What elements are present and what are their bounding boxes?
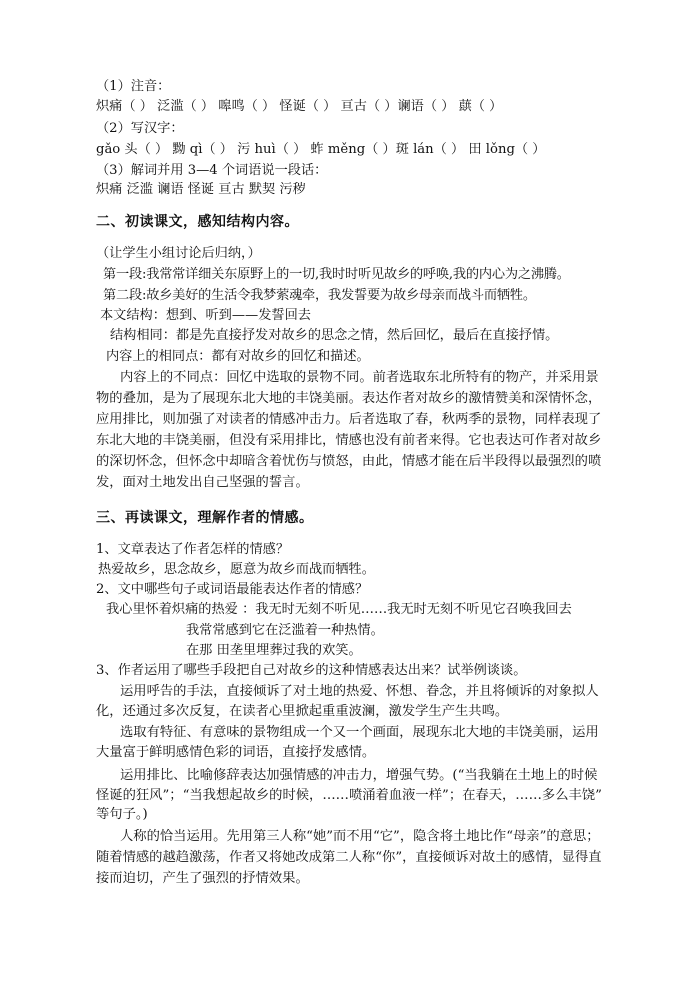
q2-writing-items: gǎo 头（ ） 黝 qì（ ） 污 huì（ ） 蚱 měng（ ）斑 lán（ ） 田 lǒng（ ） bbox=[96, 142, 546, 157]
section3-answer-2-line-2: 我常常感到它在泛滥着一种热情。 bbox=[186, 623, 384, 638]
q1-pinyin-items: 炽痛（ ） 泛滥（ ） 嗥鸣（ ） 怪诞（ ） 亘古（ ）谰语（ ） 蕻（ ） bbox=[96, 99, 503, 114]
section3-question-3: 3、作者运用了哪些手段把自己对故乡的这种情感表达出来？试举例谈谈。 bbox=[96, 663, 527, 678]
rhetoric-paragraph-4-line: 人称的恰当运用。先用第三人称“她”而不用“它”，隐含将土地比作“母亲”的意思； bbox=[120, 829, 600, 844]
section2-same-content: 内容上的相同点：都有对故乡的回忆和描述。 bbox=[106, 349, 370, 364]
q3-word-list: 炽痛 泛滥 谰语 怪诞 亘古 默契 污秽 bbox=[96, 182, 306, 197]
diff-line: 内容上的不同点：回忆中选取的景物不同。前者选取东北所特有的物产，并采用景 bbox=[120, 370, 599, 385]
section2-paragraph-1: 第一段:我常常详细关东原野上的一切,我时时听见故乡的呼唤,我的内心为之沸腾。 bbox=[103, 267, 570, 282]
diff-line: 物的叠加，是为了展现东北大地的丰饶美丽。表达作者对故乡的激情赞美和深情怀念， bbox=[96, 391, 602, 406]
q3-title: （3）解词并用 3—4 个词语说一段话： bbox=[96, 163, 328, 178]
section3-answer-2-line-3: 在那 田垄里埋葬过我的欢笑。 bbox=[186, 643, 362, 658]
rhetoric-paragraph-1-line: 运用呼告的手法，直接倾诉了对土地的热爱、怀想、眷念，并且将倾诉的对象拟人 bbox=[120, 684, 599, 699]
section2-note: （让学生小组讨论后归纳，） bbox=[96, 246, 261, 261]
rhetoric-paragraph-1-line: 化，还通过多次反复，在读者心里掀起重重波澜，激发学生产生共鸣。 bbox=[96, 704, 509, 719]
section2-heading: 二、初读课文，感知结构内容。 bbox=[96, 214, 299, 230]
rhetoric-paragraph-4-line: 接而迫切，产生了强烈的抒情效果。 bbox=[96, 871, 309, 886]
rhetoric-paragraph-2-line: 选取有特征、有意味的景物组成一个又一个画面，展现东北大地的丰饶美丽，运用 bbox=[120, 725, 599, 740]
rhetoric-paragraph-3-line: 等句子。) bbox=[96, 807, 148, 822]
section2-structure: 本文结构：想到、听到——发誓回去 bbox=[100, 308, 311, 323]
diff-line: 应用排比，则加强了对读者的情感冲击力。后者选取了春，秋两季的景物，同样表现了 bbox=[96, 412, 602, 427]
rhetoric-paragraph-3-line: 怪诞的狂风”；“当我想起故乡的时候，……喷涌着血液一样”；在春天，……多么丰饶” bbox=[96, 788, 602, 803]
rhetoric-paragraph-4-line: 随着情感的越趋激荡，作者又将她改成第二人称“你”，直接倾诉对故土的感情，显得直 bbox=[96, 850, 602, 865]
diff-line: 发，面对土地发出自己坚强的誓言。 bbox=[96, 475, 309, 490]
section2-paragraph-2: 第二段:故乡美好的生活令我梦萦魂牵，我发誓要为故乡母亲而战斗而牺牲。 bbox=[103, 288, 536, 303]
q1-title: （1）注音： bbox=[96, 79, 171, 94]
section3-heading: 三、再读课文，理解作者的情感。 bbox=[96, 510, 314, 526]
section2-same-structure: 结构相同：都是先直接抒发对故乡的思念之情，然后回忆，最后在直接抒情。 bbox=[110, 328, 559, 343]
section3-question-1: 1、文章表达了作者怎样的情感？ bbox=[96, 542, 290, 557]
rhetoric-paragraph-3-line: 运用排比、比喻修辞表达加强情感的冲击力，增强气势。(“当我躺在土地上的时候 bbox=[120, 768, 598, 783]
diff-line: 东北大地的丰饶美丽，但没有采用排比，情感也没有前者来得。它也表达可作者对故乡 bbox=[96, 433, 602, 448]
diff-line: 的深切怀念，但怀念中却暗含着忧伤与愤怒，由此，情感才能在后半段得以最强烈的喷 bbox=[96, 454, 602, 469]
rhetoric-paragraph-2-line: 大量富于鲜明感情色彩的词语，直接抒发感情。 bbox=[96, 745, 376, 760]
section3-answer-1: 热爱故乡，思念故乡，愿意为故乡而战而牺牲。 bbox=[98, 562, 375, 577]
section3-answer-2-line-1: 我心里怀着炽痛的热爱 ：我无时无刻不听见……我无时无刻不听见它召唤我回去 bbox=[106, 602, 572, 617]
q2-title: （2）写汉字： bbox=[96, 121, 184, 136]
section3-question-2: 2、文中哪些句子或词语最能表达作者的情感？ bbox=[96, 582, 369, 597]
